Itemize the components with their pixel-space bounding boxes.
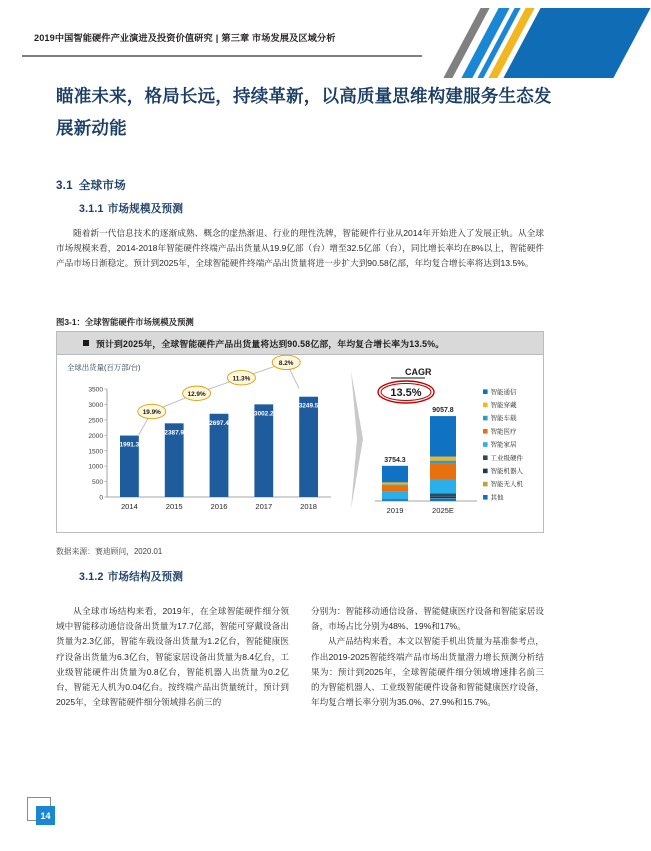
segment-2025E-智能家居 [430,479,456,493]
legend-swatch-工业级硬件 [483,455,488,460]
legend-swatch-智能穿戴 [483,403,488,408]
figure-container [56,331,544,533]
segment-2025E-工业级硬件 [430,493,456,496]
legend-label-智能无人机: 智能无人机 [490,481,523,489]
legend-swatch-智能家居 [483,442,488,447]
segment-2019-智能通信 [382,466,408,483]
svg-text:1991.3: 1991.3 [119,441,140,449]
legend-label-智能家居: 智能家居 [490,441,517,449]
header-chapter: 第三章 市场发展及区域分析 [221,33,336,43]
chart-right-svg [347,359,543,527]
legend-swatch-智能机器人 [483,469,488,474]
heading-3-1-2-number: 3.1.2 [79,571,104,583]
legend-swatch-其他 [483,495,488,500]
legend-label-工业级硬件: 工业级硬件 [490,454,523,462]
svg-text:2697.4: 2697.4 [209,419,229,427]
svg-text:3754.3: 3754.3 [384,456,406,464]
segment-2025E-智能车载 [430,461,456,463]
svg-text:3500: 3500 [88,386,103,394]
segment-2019-其他 [382,500,408,501]
svg-text:2025E: 2025E [432,506,454,515]
page-title: 瞄准未来，格局长远，持续革新，以高质量思维构建服务生态发展新动能 [56,86,552,138]
segment-2025E-智能机器人 [430,497,456,498]
figure-banner-text: 预计到2025年，全球智能硬件产品出货量将达到90.58亿部，年均复合增长率为13.5%。 [96,338,445,349]
heading-3-1-1-label: 市场规模及预测 [107,203,184,215]
segment-2025E-其他 [430,498,456,501]
heading-3-1 [56,177,126,193]
svg-text:12.9%: 12.9% [187,390,206,398]
bar-2017 [254,404,273,497]
figure-banner [57,332,543,355]
square-bullet-icon [83,340,89,346]
segment-2019-智能车载 [382,485,408,486]
heading-3-1-2-label: 市场结构及预测 [107,571,184,583]
x-axis-labels [121,502,317,511]
chart-legend [483,387,524,502]
svg-text:2017: 2017 [255,502,273,511]
svg-text:8.2%: 8.2% [278,359,294,367]
legend-swatch-智能医疗 [483,429,488,434]
svg-text:2000: 2000 [88,432,103,440]
svg-text:9057.8: 9057.8 [432,407,454,415]
right-x-axis-labels [387,506,454,515]
bar-2018 [299,397,318,497]
legend-label-其他: 其他 [490,494,504,502]
svg-text:3002.2: 3002.2 [254,410,274,418]
figure-caption: 图3-1：全球智能硬件市场规模及预测 [56,317,194,327]
svg-text:2500: 2500 [88,417,103,425]
legend-label-智能通信: 智能通信 [490,388,517,396]
body-column-left: 从全球市场结构来看，2019年，在全球智能硬件细分领域中智能移动通信设备出货量为17.7亿部，智能可穿戴设备出货量为2.3亿部，智能车载设备出货量为1.2亿台，智能健康医疗设备出货量为6.3亿台，智能家居设备出货量为8.4亿台，工业级智能硬件出货量为0.8亿台，智能机器人出货量为0.2亿台，智能无人机为0.04亿台。按终端产品出货量统计，预计到2025年，全球智能硬件细分领域排名前三的 [56,606,289,708]
cagr-value: 13.5% [390,387,422,399]
svg-text:2014: 2014 [120,502,138,511]
svg-text:2016: 2016 [210,502,228,511]
segment-2019-智能医疗 [382,486,408,492]
svg-text:2018: 2018 [300,502,318,511]
heading-3-1-number: 3.1 [56,179,73,192]
header-title [34,30,336,44]
legend-swatch-智能通信 [483,389,488,394]
header-divider-rule [22,55,422,57]
figure-source-note: 数据来源：赛迪顾问，2020.01 [56,547,163,556]
svg-text:3000: 3000 [88,402,103,410]
segment-2025E-智能医疗 [430,463,456,479]
svg-text:1500: 1500 [88,448,103,456]
legend-swatch-智能车载 [483,416,488,421]
svg-text:3249.5: 3249.5 [298,402,319,410]
segment-2025E-智能通信 [430,416,456,457]
heading-3-1-1-number: 3.1.1 [79,203,104,215]
svg-text:500: 500 [91,479,103,487]
svg-text:0: 0 [99,494,103,502]
page-header [0,0,600,62]
svg-text:19.9%: 19.9% [142,409,161,417]
header-separator: | [215,33,219,43]
svg-text:11.3%: 11.3% [232,375,251,383]
body-right-paragraph-2: 从产品结构来看，本文以智能手机出货量为基准参考点，作出2019-2025智能终端产品市场出货量潜力增长预测分析结果为：预计到2025年，全球智能硬件细分领域增速排名前三的为智能机器人、工业级智能硬件设备和智能健康医疗设备，年均复合增长率分别为35.0%、27.9%和15.7%。 [311,636,544,708]
segment-2019-智能家居 [382,492,408,500]
page-number-badge: 14 [36,806,55,825]
heading-3-1-2 [79,569,183,584]
segment-2019-智能穿戴 [382,482,408,484]
legend-label-智能车载: 智能车载 [490,415,517,423]
segment-2025E-智能穿戴 [430,457,456,461]
svg-text:2015: 2015 [165,502,183,511]
legend-label-智能机器人: 智能机器人 [490,468,523,475]
figure-body [57,355,543,533]
legend-label-智能穿戴: 智能穿戴 [490,402,517,409]
intro-paragraph: 随着新一代信息技术的逐渐成熟、概念的虚热渐退、行业的理性洗牌，智能硬件行业从2014年开始进入了发展正轨。从全球市场规模来看，2014-2018年智能硬件终端产品出货量从19.9亿部（台）增至32.5亿部（台），同比增长率均在8%以上，智能硬件产品市场日渐稳定。预计到2025年，全球智能硬件终端产品出货量将进一步扩大到90.58亿部，年均复合增长率将达到13.5%。 [56,228,545,269]
body-right-paragraph-1: 分别为：智能移动通信设备、智能健康医疗设备和智能家居设备，市场占比分别为48%、19%和17%。 [311,606,544,632]
chart-segment-forecast [347,359,543,527]
svg-text:2387.9: 2387.9 [164,429,184,437]
growth-callout-group [138,355,300,419]
segment-2019-工业级硬件 [382,499,408,500]
transition-arrow-icon [351,371,363,509]
svg-text:2019: 2019 [386,506,404,515]
cagr-label: CAGR [405,367,432,377]
chart-left-title: 全球出货量(百万部/台) [67,363,141,372]
heading-3-1-label: 全球市场 [78,179,126,192]
svg-text:1000: 1000 [88,463,103,471]
legend-label-智能医疗: 智能医疗 [490,428,517,436]
header-stripe-graphic [400,18,600,62]
legend-swatch-智能无人机 [483,482,488,487]
header-report-title: 2019中国智能硬件产业演进及投资价值研究 [34,33,213,43]
y-axis-ticks [88,387,107,502]
heading-3-1-1 [79,201,183,216]
body-column-right [311,604,544,710]
